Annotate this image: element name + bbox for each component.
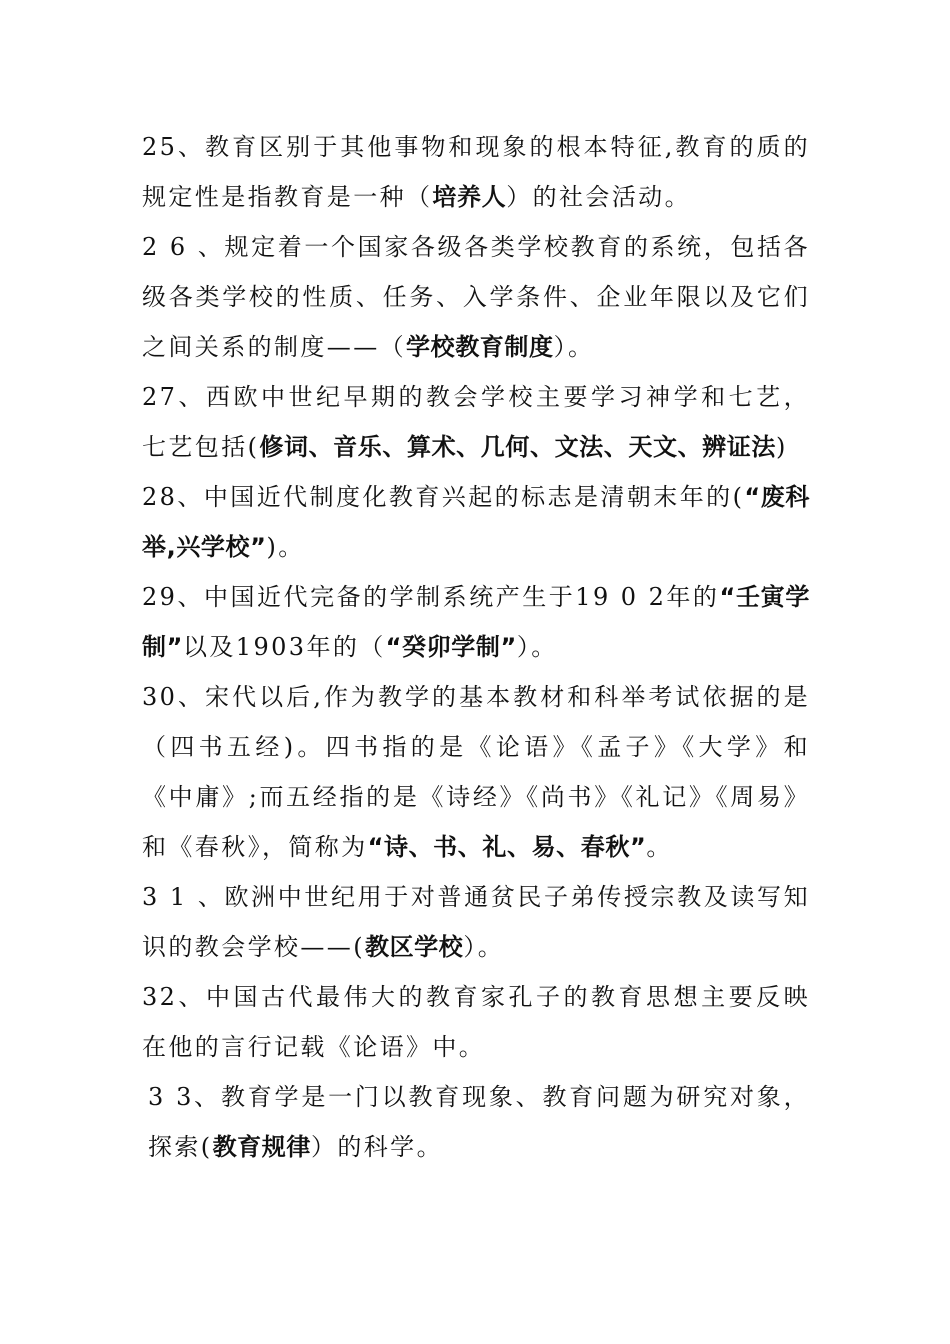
- text-run: 。: [646, 833, 673, 861]
- text-run: 2 6 、规定着一个国家各级各类学校教育的系统，包括各级各类学校的性质、任务、入学条件、企业年限以及它们之间关系的制度——（: [142, 233, 810, 361]
- text-run: ）。: [516, 633, 558, 661]
- answer-bold: “壬寅学制”: [142, 583, 810, 661]
- text-run: 30、宋代以后,作为教学的基本教材和科举考试依据的是（四书五经)。四书指的是《论语》《孟子》《大学》和《中庸》;而五经指的是《诗经》《尚书》《礼记》《周易》和《春秋》，简称为: [142, 683, 810, 861]
- paragraph-q32: [142, 972, 810, 1072]
- text-run: 28、中国近代制度化教育兴起的标志是清朝末年的(: [142, 483, 745, 511]
- text-run: 3 1 、欧洲中世纪用于对普通贫民子弟传授宗教及读写知识的教会学校——(: [142, 883, 810, 961]
- text-run: ）的科学。: [310, 1133, 443, 1161]
- answer-bold: 教育规律: [212, 1133, 311, 1161]
- answer-bold: 教区学校: [364, 933, 464, 961]
- paragraph-q27: [142, 372, 810, 472]
- paragraph-q33: [142, 1072, 810, 1172]
- answer-bold: “癸卯学制”: [385, 633, 517, 661]
- text-run: 32、中国古代最伟大的教育家孔子的教育思想主要反映在他的言行记载《论语》中。: [142, 983, 810, 1061]
- answer-bold: 修词、音乐、算术、几何、文法、天文、辨证法: [259, 433, 776, 461]
- text-run: 29、中国近代完备的学制系统产生于19 0 2年的: [142, 583, 720, 611]
- text-run: 27、西欧中世纪早期的教会学校主要学习神学和七艺，七艺包括(: [142, 383, 810, 461]
- text-run: ）。: [553, 333, 595, 361]
- text-run: ): [775, 433, 788, 461]
- text-run: 以及1903年的（: [182, 633, 386, 661]
- text-run: )。: [266, 533, 305, 561]
- text-run: 25、教育区别于其他事物和现象的根本特征,教育的质的规定性是指教育是一种（: [142, 133, 810, 211]
- text-run: ）的社会活动。: [506, 183, 692, 211]
- paragraph-q28: [142, 472, 810, 572]
- answer-bold: 学校教育制度: [406, 333, 554, 361]
- paragraph-q29: [142, 572, 810, 672]
- text-run: 3 3、教育学是一门以教育现象、教育问题为研究对象，探索(: [148, 1083, 810, 1161]
- paragraph-q30: [142, 672, 810, 872]
- paragraph-q25: [142, 122, 810, 222]
- answer-bold: 培养人: [432, 183, 507, 211]
- answer-bold: “诗、书、礼、易、春秋”: [367, 833, 647, 861]
- paragraph-q31: [142, 872, 810, 972]
- document-body: [142, 122, 810, 1172]
- answer-bold: “废科举,兴学校”: [142, 483, 810, 561]
- paragraph-q26: [142, 222, 810, 372]
- text-run: ）。: [463, 933, 505, 961]
